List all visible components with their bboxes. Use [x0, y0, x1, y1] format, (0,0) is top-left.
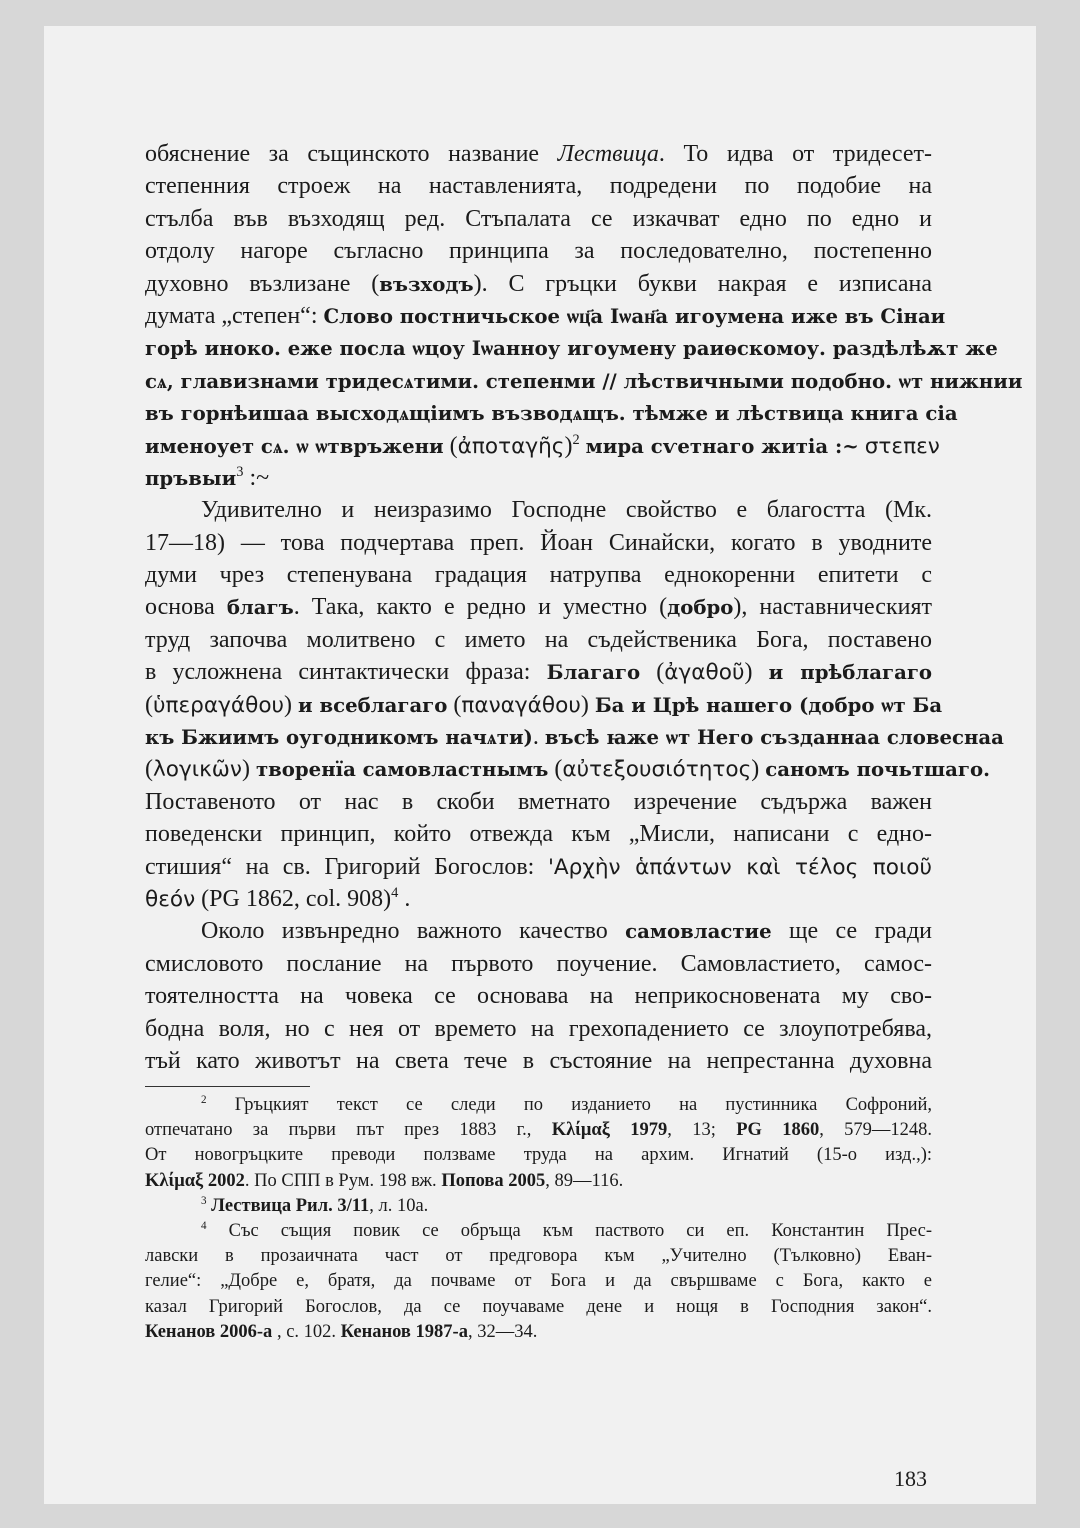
text-line [145, 591, 932, 623]
text-run: ( [548, 756, 563, 783]
text-run: ). С гръцки букви накрая е изписана [473, 270, 932, 297]
text-run: Ба и Црѣ нашего (добро ѡт Ба [594, 693, 943, 717]
footnote-line [145, 1194, 932, 1219]
text-run: ( [145, 756, 153, 783]
text-run: . [398, 885, 411, 912]
text-line [145, 753, 990, 785]
text-run: ( [640, 659, 665, 686]
text-run: въсѣ ꙗже ѡт Него създаннаа словеснаа [544, 726, 1004, 750]
footnote-line [145, 1093, 932, 1118]
text-run: , 89—116. [545, 1170, 624, 1191]
text-run: ) [751, 756, 766, 783]
text-run: λογικῶν [153, 757, 242, 783]
text-run: παναγάθου [461, 692, 581, 718]
text-run: αὐτεξουσιότητος [562, 757, 752, 783]
text-run: основа [145, 594, 227, 621]
text-run: Κλίμαξ 2002 [145, 1170, 245, 1191]
text-run: ) [564, 432, 573, 459]
text-run: мира сѵетнаго житіа :~ [585, 434, 859, 458]
text-run: , 13; [667, 1120, 737, 1141]
text-run: :~ [243, 464, 270, 491]
text-run: . Така, както е редно и уместно ( [293, 594, 668, 621]
text-run: 3 [236, 463, 244, 480]
text-run: , 32—34. [467, 1321, 538, 1342]
text-run: бодна воля, но с нея от времето на грехопадението се злоупотребява, [145, 1015, 932, 1042]
footnote-line [145, 1320, 932, 1345]
text-run: творенїа самовластнымъ [255, 758, 549, 782]
text-run: тъй като животът на света тече в състояние на непрестанна духовна [145, 1047, 932, 1074]
footnote-line [145, 1143, 932, 1168]
text-line [145, 430, 940, 462]
text-run: в усложнена синтактически фраза: [145, 659, 547, 686]
text-run: PG 1860 [736, 1120, 820, 1141]
text-run: горѣ иноко. еже посла ѡцоу Іѡанноу игоумену раиѳскомоу. раздѣлѣѫт же [145, 337, 998, 361]
text-run: θεόν [145, 886, 196, 912]
text-line [145, 138, 932, 170]
main-text [145, 138, 1023, 1077]
text-run: ὑπεραγάθου [153, 692, 285, 718]
text-run: 4 [201, 1219, 207, 1232]
text-run: Удивително и неизразимо Господне свойство е благостта (Мк. [201, 497, 932, 524]
text-run: Лествица [557, 141, 659, 167]
text-run: казал Григорий Богослов, да се поучаваме дене и нощя в Господния закон“. [145, 1296, 932, 1317]
text-line [145, 915, 932, 947]
text-line [145, 170, 932, 202]
text-run: ( [447, 691, 462, 718]
text-run: поведенски принцип, който отвежда към „Мисли, написани с едно- [145, 821, 932, 848]
footnote-line [145, 1244, 932, 1269]
footnote-line [145, 1269, 932, 1294]
text-run: Със същия повик се обръща към паството си еп. Константин Прес- [206, 1220, 932, 1241]
text-run: ) [580, 691, 595, 718]
text-run: думи чрез степенувана градация натрупва еднокоренни епитети с [145, 562, 932, 589]
text-run: къ Бжиимъ оугодникомъ начѧти) [145, 726, 533, 750]
footnotes [145, 1093, 932, 1345]
text-run: именоует сѧ. ѡ ѡтвръжени [145, 434, 444, 458]
text-run: стишия“ на св. Григорий Богослов: [145, 853, 548, 880]
text-run: 17—18) — това подчертава преп. Йоан Синайски, когато в уводните [145, 529, 932, 556]
text-line [145, 721, 1004, 753]
text-run: . [532, 724, 545, 751]
text-line [145, 462, 932, 494]
text-run: Κλίμαξ 1979 [551, 1120, 668, 1141]
text-line [145, 883, 932, 915]
text-run: Кенанов 1987-а [340, 1321, 468, 1342]
footnote-line [145, 1295, 932, 1320]
text-line [145, 235, 932, 267]
text-run: ( [145, 691, 153, 718]
text-run: труд започва молитвено с името на съдейственика Бога, поставено [145, 626, 932, 653]
text-run: смисловото послание на първото поучение. Самовластието, самос- [145, 950, 932, 977]
text-run: стълба във възходящ ред. Стъпалата се изкачват едно по едно и [145, 205, 932, 232]
text-run: самовластие [625, 920, 772, 944]
text-run: Благаго [546, 661, 641, 685]
text-run: . По СПП в Рум. 198 вж. [244, 1170, 442, 1191]
text-run: 'Αρχὴν ἁπάντων καὶ τέλος ποιοῦ [547, 854, 933, 880]
text-line [145, 332, 998, 364]
text-run: στεπεν [864, 433, 940, 459]
text-line [145, 397, 958, 429]
footnote-line [145, 1118, 932, 1143]
text-run: възходъ [379, 272, 474, 296]
text-run: ще се гради [771, 918, 932, 945]
page-number: 183 [894, 1466, 927, 1491]
text-line [145, 1013, 932, 1045]
text-line [145, 786, 932, 818]
text-run: ) [744, 659, 769, 686]
text-run: 2 [201, 1093, 207, 1106]
text-run: лавски в прозаичната част от предговора към „Учително (Тълковно) Еван- [145, 1246, 932, 1267]
text-run: ἀγαθοῦ [664, 660, 745, 686]
text-run: Кенанов 2006-а [145, 1321, 273, 1342]
footnote-line [145, 1169, 932, 1194]
text-run: Попова 2005 [441, 1170, 546, 1191]
text-run: , с. 102. [272, 1321, 341, 1342]
text-run: Около извънредно важното качество [201, 918, 626, 945]
text-run: степенния строеж на наставленията, подредени по подобие на [145, 173, 932, 200]
text-line [145, 268, 932, 300]
text-run: благъ [226, 596, 294, 620]
text-run: духовно възлизане ( [145, 270, 380, 297]
text-line [145, 689, 943, 721]
text-run: отдолу нагоре съгласно принципа за последователно, постепенно [145, 238, 932, 265]
text-run: Гръцкият текст се следи по изданието на пустинника Софроний, [206, 1095, 932, 1115]
text-line [145, 559, 932, 591]
text-run: , л. 10а. [369, 1195, 429, 1216]
text-run: ), наставническият [733, 594, 932, 621]
text-run: Поставеното от нас в скоби вметнато изречение съдържа важен [145, 788, 932, 815]
text-line [145, 365, 1023, 397]
text-run: ) [284, 691, 299, 718]
text-line [145, 1045, 932, 1077]
text-run: 4 [391, 884, 399, 901]
text-run: въ горнѣишаа высходѧщіимъ възводѧщъ. тѣмже и лѣствица книга сіа [145, 402, 958, 426]
text-line [145, 203, 932, 235]
text-line [145, 656, 932, 688]
text-run: Слово постничьское ѡц҃а Іѡан҃а игоумена иже въ Сінаи [323, 304, 946, 328]
text-run: сѧ, главизнами тридесѧтими. степенми // лѣствичными подобно. ѡт нижнии [145, 369, 1023, 393]
text-run: (PG 1862, col. 908) [195, 885, 392, 912]
text-line [145, 980, 932, 1012]
text-run: и прѣблагаго [768, 661, 932, 685]
text-run: ) [241, 756, 256, 783]
footnote-line [145, 1219, 932, 1244]
text-run: ἀποταγῆς [457, 433, 565, 459]
text-run: От новогръцките преводи ползваме труда на архим. Игнатий (15-о изд.,): [145, 1145, 932, 1166]
text-run: отпечатано за първи път през 1883 г., [145, 1120, 552, 1141]
text-line [145, 494, 932, 526]
text-run: добро [667, 596, 734, 620]
text-run: . То идва от тридесет- [658, 141, 932, 167]
text-run: пръвыи [145, 466, 237, 490]
text-line [145, 527, 932, 559]
text-run: обяснение за същинското название [145, 141, 558, 167]
footnote-separator [145, 1086, 310, 1087]
text-run: 3 [201, 1194, 207, 1207]
text-run: Лествица Рил. 3/11 [211, 1195, 370, 1216]
text-run: 2 [572, 431, 580, 448]
text-run: , 579—1248. [819, 1120, 933, 1141]
text-run: гелие“: „Добре е, братя, да почваме от Бога и да свършваме с Бога, както е [145, 1271, 932, 1292]
text-run: думата „степен“: [145, 302, 324, 329]
text-line [145, 818, 932, 850]
text-line [145, 300, 946, 332]
text-run: ( [443, 432, 458, 459]
text-line [145, 948, 932, 980]
text-run: саномъ почьтшаго. [765, 758, 990, 782]
text-line [145, 624, 932, 656]
text-run: тоятелността на човека се основава на неприкосновената му сво- [145, 983, 932, 1010]
text-line [145, 851, 932, 883]
text-run: и всеблагаго [298, 693, 448, 717]
